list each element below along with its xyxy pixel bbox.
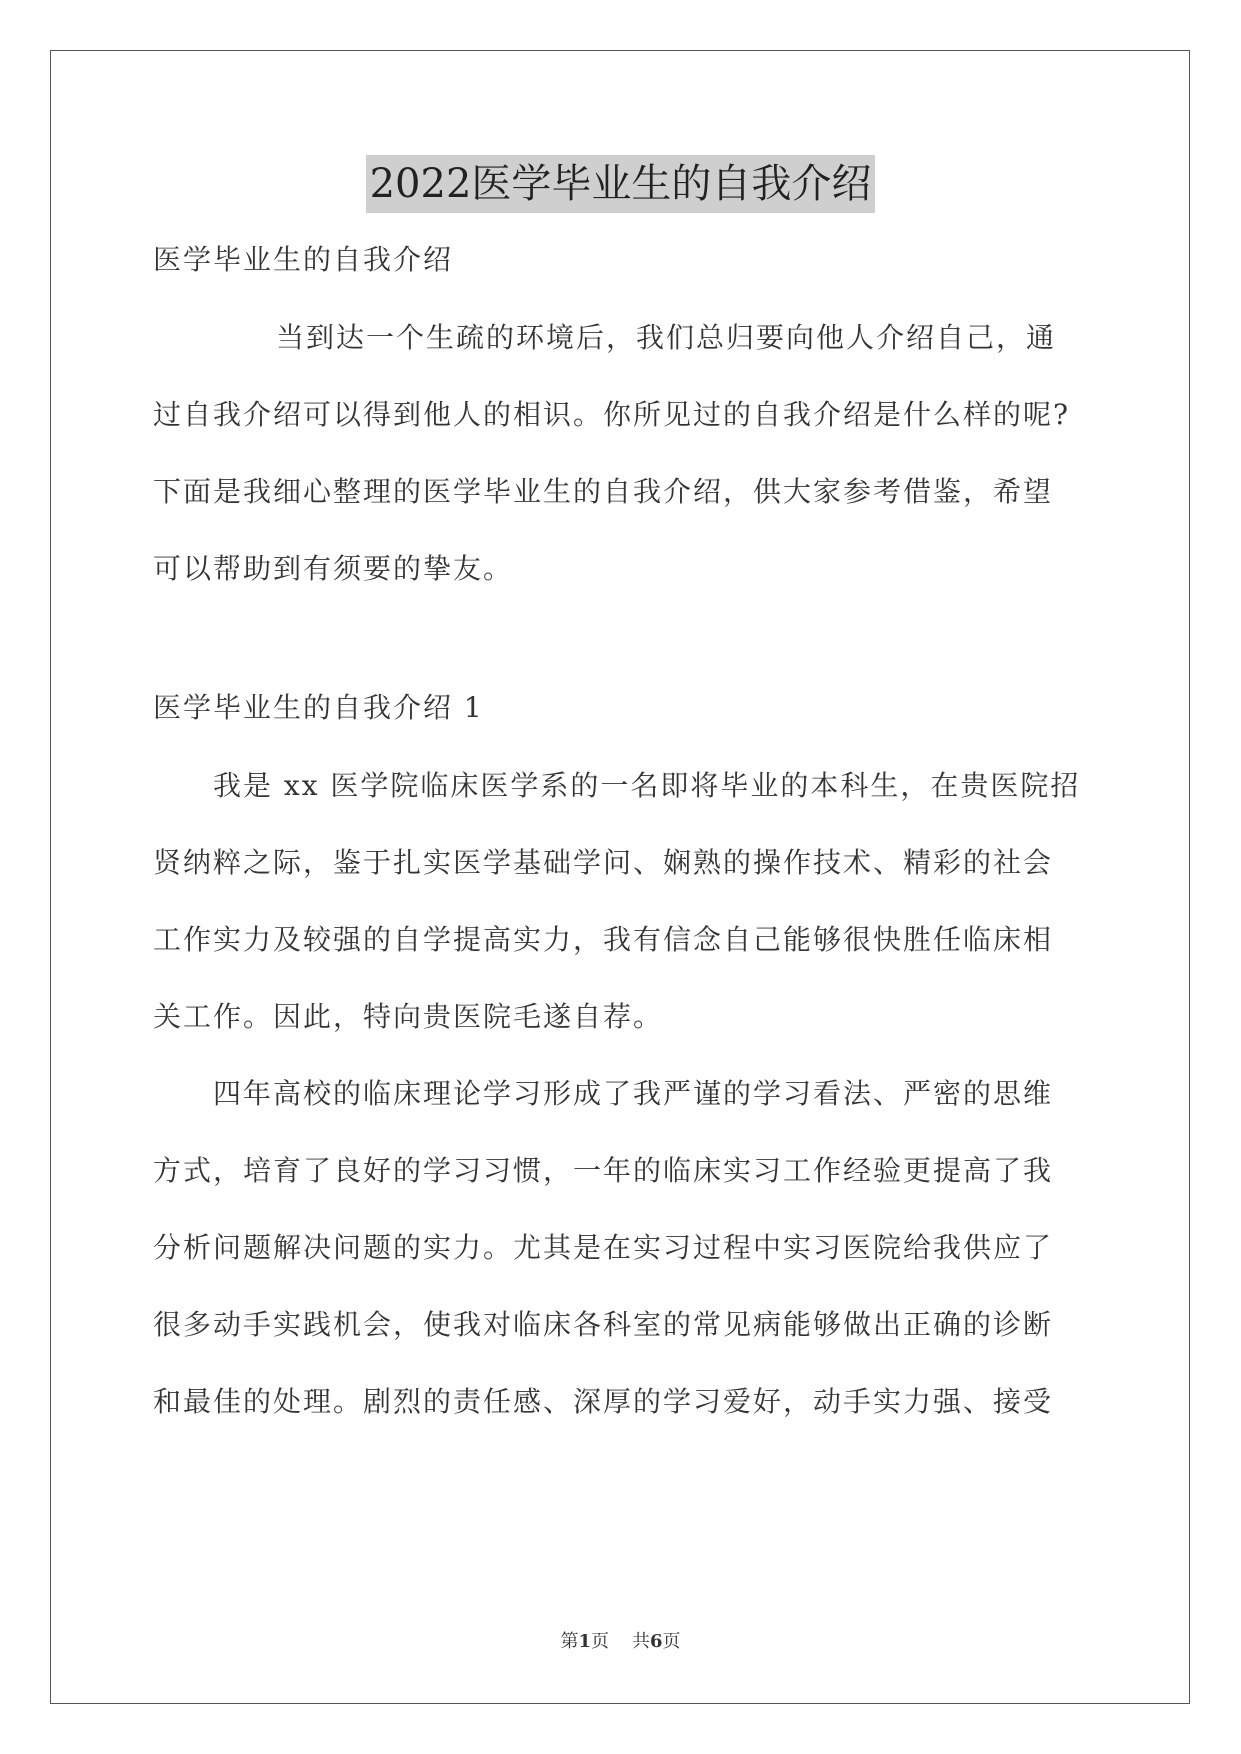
paragraph-line: 下面是我细心整理的医学毕业生的自我介绍，供大家参考借鉴，希望 (153, 475, 1054, 508)
document-title (0, 155, 1241, 213)
page-suffix: 页 (591, 1631, 610, 1652)
paragraph-line: 分析问题解决问题的实力。尤其是在实习过程中实习医院给我供应了 (153, 1231, 1054, 1264)
paragraph-line: 很多动手实践机会，使我对临床各科室的常见病能够做出正确的诊断 (153, 1308, 1054, 1341)
page-total: 6 (649, 1631, 663, 1652)
paragraph-line: 可以帮助到有须要的挚友。 (153, 552, 514, 585)
section-heading: 医学毕业生的自我介绍 (153, 243, 454, 276)
paragraph-line: 方式，培育了良好的学习习惯，一年的临床实习工作经验更提高了我 (153, 1154, 1054, 1187)
paragraph-line: 我是 xx 医学院临床医学系的一名即将毕业的本科生，在贵医院招 (213, 769, 1081, 802)
document-title-text: 2022医学毕业生的自我介绍 (366, 155, 876, 213)
page-prefix: 第 (560, 1631, 579, 1652)
section-heading: 医学毕业生的自我介绍 1 (153, 691, 484, 724)
paragraph-line: 过自我介绍可以得到他人的相识。你所见过的自我介绍是什么样的呢? (153, 398, 1071, 431)
paragraph-line: 贤纳粹之际，鉴于扎实医学基础学问、娴熟的操作技术、精彩的社会 (153, 846, 1054, 879)
total-suffix: 页 (662, 1631, 681, 1652)
paragraph-line: 和最佳的处理。剧烈的责任感、深厚的学习爱好，动手实力强、接受 (153, 1385, 1054, 1418)
paragraph-line: 关工作。因此，特向贵医院毛遂自荐。 (153, 1000, 664, 1033)
page-current: 1 (578, 1631, 592, 1652)
paragraph-line: 四年高校的临床理论学习形成了我严谨的学习看法、严密的思维 (213, 1077, 1054, 1110)
paragraph-line: 工作实力及较强的自学提高实力，我有信念自己能够很快胜任临床相 (153, 923, 1054, 956)
paragraph-line: 当到达一个生疏的环境后，我们总归要向他人介绍自己，通 (276, 321, 1057, 354)
total-prefix: 共 (631, 1631, 650, 1652)
page-footer (0, 1627, 1241, 1653)
